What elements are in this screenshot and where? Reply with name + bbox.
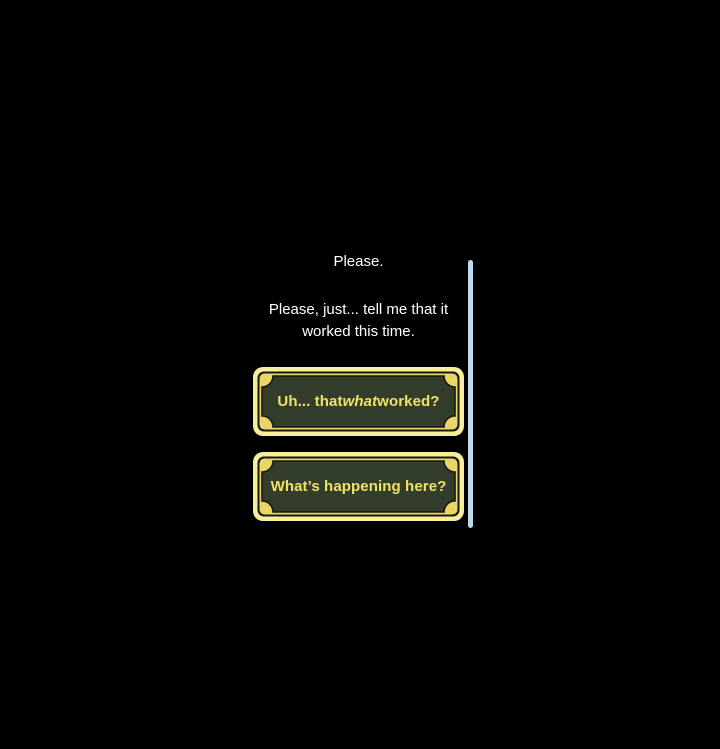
- scrollbar-thumb[interactable]: [468, 260, 473, 528]
- choice-text-italic: what: [342, 393, 378, 410]
- narrator-message-2: [248, 299, 469, 343]
- message-line: worked this time.: [302, 323, 415, 340]
- choice-text: worked?: [377, 393, 440, 410]
- choice-button-1[interactable]: [253, 367, 464, 436]
- narrator-message-1: [248, 251, 469, 273]
- message-line: Please, just... tell me that it: [268, 301, 449, 318]
- choice-text: What’s happening here?: [270, 478, 447, 495]
- choice-label: [253, 367, 464, 436]
- choice-label: [253, 452, 464, 521]
- choice-text: Uh... that: [277, 393, 343, 410]
- choice-button-2[interactable]: [253, 452, 464, 521]
- message-line: Please.: [333, 253, 384, 270]
